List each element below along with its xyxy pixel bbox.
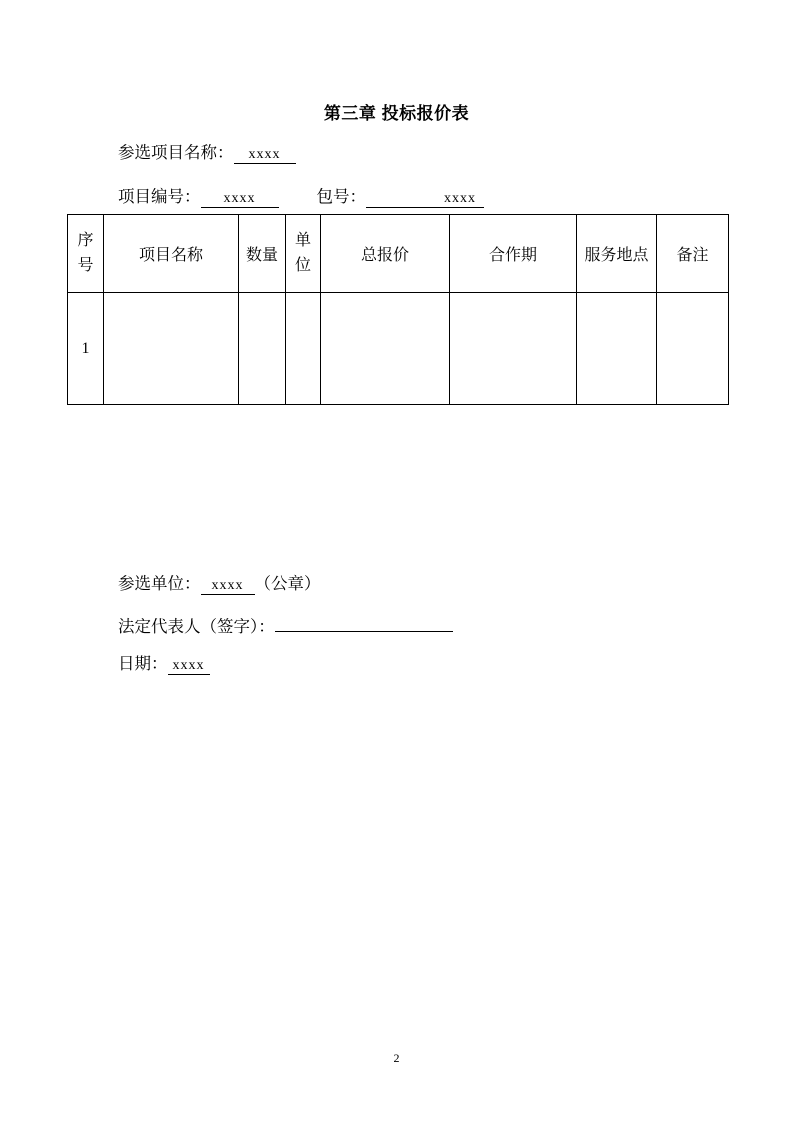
column-header-service-site [577,215,657,293]
date-input[interactable]: xxxx [168,659,210,675]
column-header-project-name [104,215,239,293]
package-number-input[interactable]: xxxx [366,192,484,208]
company-field-row [118,576,321,595]
company-label: 参选单位： [118,574,201,593]
cell-quantity[interactable] [239,293,286,405]
column-header-index-label: 序号 [77,231,94,274]
cell-service-site[interactable] [577,293,657,405]
column-header-remark [657,215,729,293]
cell-project-name[interactable] [104,293,239,405]
cell-remark[interactable] [657,293,729,405]
column-header-total-price [321,215,450,293]
cell-index: 1 [68,293,104,405]
project-name-input[interactable]: xxxx [234,148,296,164]
package-number-label: 包号： [316,187,366,206]
column-header-unit-label: 单位 [295,231,312,274]
column-header-quantity [239,215,286,293]
bid-price-table [67,214,729,405]
project-number-label: 项目编号： [118,187,201,206]
column-header-index [68,215,104,293]
column-header-remark-label: 备注 [676,247,709,264]
representative-label: 法定代表人（签字）： [118,617,275,636]
column-header-total-price-label: 总报价 [360,247,409,264]
company-seal-note: （公章） [254,574,321,593]
cell-unit[interactable] [286,293,321,405]
date-label: 日期： [118,654,168,673]
page-title: 第三章 投标报价表 [323,104,470,123]
column-header-cooperation-period [450,215,577,293]
representative-field-row [118,619,453,636]
company-input[interactable]: xxxx [201,579,255,595]
column-header-service-site-label: 服务地点 [584,247,649,264]
cell-cooperation-period[interactable] [450,293,577,405]
project-number-input[interactable]: xxxx [201,192,279,208]
column-header-unit [286,215,321,293]
representative-signature-input[interactable] [275,630,453,632]
column-header-cooperation-period-label: 合作期 [488,247,537,264]
page-number: 2 [393,1051,400,1065]
table-row [68,293,729,405]
column-header-quantity-label: 数量 [245,247,278,264]
project-name-field-row [118,145,296,164]
cell-total-price[interactable] [321,293,450,405]
project-name-label: 参选项目名称： [118,143,234,162]
date-field-row [118,656,210,675]
table-header-row [68,215,729,293]
project-number-field-row [118,189,484,208]
column-header-project-name-label: 项目名称 [138,247,203,264]
